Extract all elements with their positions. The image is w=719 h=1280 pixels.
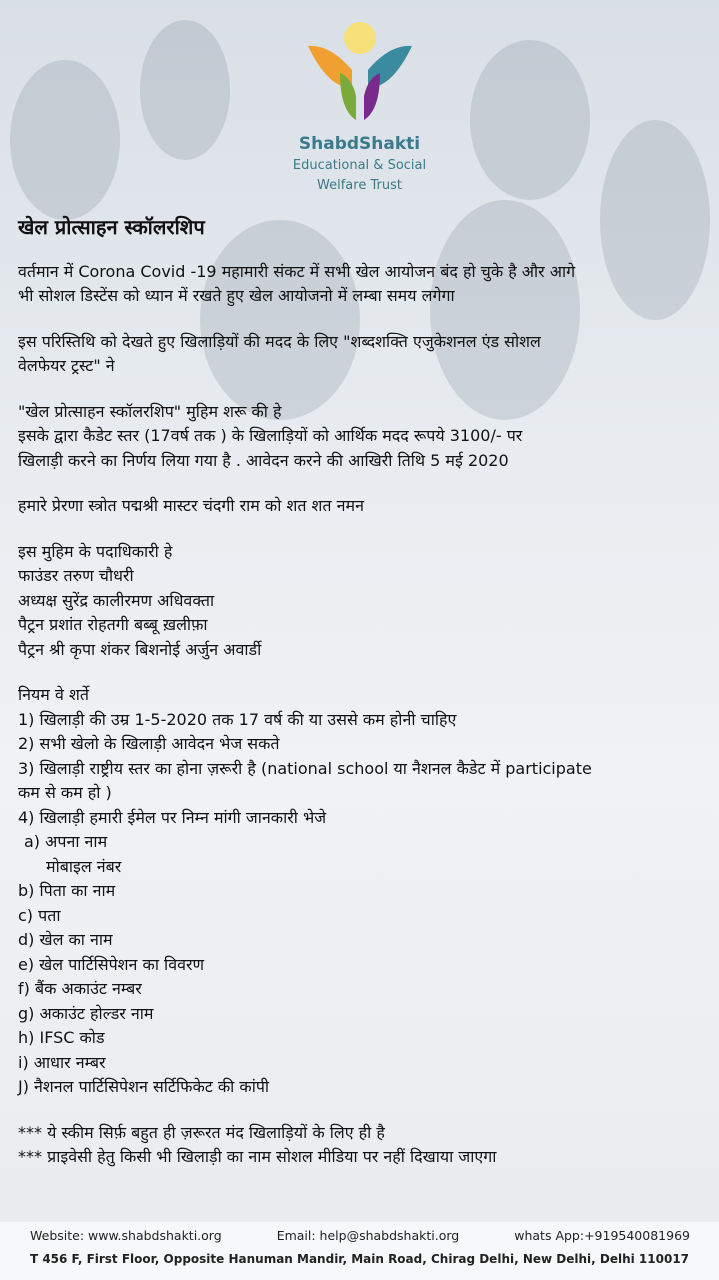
rule-subitem: मोबाइल नंबर — [46, 856, 122, 876]
official-item: पैट्रन श्री कृपा शंकर बिशनोई अर्जुन अवार्डी — [18, 639, 262, 659]
text-line: इसके द्वारा कैडेट स्तर (17वर्ष तक ) के खिलाड़ियों को आर्थिक मदद रूपये 3100/- पर — [18, 426, 523, 445]
notes-section — [18, 1121, 703, 1170]
officials-section — [18, 540, 703, 663]
official-item: अध्यक्ष सुरेंद्र कालीरमण अधिवक्ता — [18, 590, 215, 610]
page-title: खेल प्रोत्साहन स्कॉलरशिप — [18, 215, 205, 239]
text-line: भी सोशल डिस्टेंस को ध्यान में रखते हुए खेल आयोजनो में लम्बा समय लगेगा — [18, 286, 455, 305]
address-text: T 456 F, First Floor, Opposite Hanuman Mandir, Main Road, Chirag Delhi, New Delhi, Delhi 110017 — [29, 1252, 690, 1266]
officials-heading: इस मुहिम के पदाधिकारी हे — [18, 541, 173, 561]
text-line: वेलफेयर ट्रस्ट" ने — [18, 356, 115, 375]
text-line: इस परिस्तिथि को देखते हुए खिलाड़ियों की मदद के लिए "शब्दशक्ति एजुकेशनल एंड सोशल — [18, 331, 541, 351]
official-item: पैट्रन प्रशांत रोहतगी बब्बू ख़लीफ़ा — [18, 615, 208, 634]
contact-footer — [0, 1222, 719, 1280]
text-line: वर्तमान में Corona Covid -19 महामारी संकट में सभी खेल आयोजन बंद हो चुके है और आगे — [18, 261, 576, 281]
contact-row — [30, 1228, 690, 1243]
rule-subitem: b) पिता का नाम — [18, 881, 116, 900]
rule-subitem: g) अकाउंट होल्डर नाम — [18, 1003, 154, 1023]
rule-item: 3) खिलाड़ी राष्ट्रीय स्तर का होना ज़रूरी है (national school या नैशनल कैडेट में participate — [18, 758, 592, 778]
email-link[interactable]: Email: help@shabdshakti.org — [276, 1228, 460, 1243]
rule-subitem: d) खेल का नाम — [18, 930, 113, 949]
rule-subitem: h) IFSC कोड — [18, 1028, 105, 1047]
brand-subtitle: Educational & Social — [292, 158, 427, 173]
rule-item: 1) खिलाड़ी की उम्र 1-5-2020 तक 17 वर्ष की या उससे कम होनी चाहिए — [18, 709, 457, 729]
background-athlete — [470, 40, 590, 200]
rules-section — [18, 683, 703, 1100]
intro-paragraph — [18, 260, 703, 309]
official-item: फाउंडर तरुण चौधरी — [18, 566, 134, 585]
whatsapp-link[interactable]: whats App:+919540081969 — [514, 1228, 690, 1243]
rules-heading: नियम वे शर्ते — [18, 685, 89, 704]
tribute-paragraph — [18, 494, 703, 519]
text-line: हमारे प्रेरणा स्त्रोत पद्मश्री मास्टर चंदगी राम को शत शत नमन — [18, 496, 364, 515]
rule-subitem: f) बैंक अकाउंट नम्बर — [18, 979, 142, 998]
trust-paragraph — [18, 330, 703, 379]
rule-subitem: e) खेल पार्टिसिपेशन का विवरण — [18, 954, 205, 974]
rule-subitem: J) नैशनल पार्टिसिपेशन सर्टिफिकेट की कांपी — [18, 1077, 270, 1096]
brand-name: ShabdShakti — [298, 134, 421, 154]
rule-subitem: a) अपना नाम — [24, 832, 108, 851]
text-line: "खेल प्रोत्साहन स्कॉलरशिप" मुहिम शरू की हे — [18, 401, 282, 421]
shabdshakti-logo-icon — [300, 18, 420, 138]
note-item: *** प्राइवेसी हेतु किसी भी खिलाड़ी का नाम सोशल मीडिया पर नहीं दिखाया जाएगा — [18, 1147, 497, 1166]
scholarship-notice — [18, 215, 703, 1191]
rule-item: 4) खिलाड़ी हमारी ईमेल पर निम्न मांगी जानकारी भेजे — [18, 807, 327, 827]
website-link[interactable]: Website: www.shabdshakti.org — [30, 1228, 222, 1243]
text-line: खिलाड़ी करने का निर्णय लिया गया है . आवेदन करने की आखिरी तिथि 5 मई 2020 — [18, 450, 509, 470]
scheme-paragraph — [18, 400, 703, 474]
rule-subitem: c) पता — [18, 905, 61, 925]
rule-item: 2) सभी खेलो के खिलाड़ी आवेदन भेज सकते — [18, 734, 280, 753]
rule-subitem: i) आधार नम्बर — [18, 1052, 106, 1072]
brand-subtitle: Welfare Trust — [317, 178, 402, 193]
rule-item: कम से कम हो ) — [18, 783, 112, 802]
note-item: *** ये स्कीम सिर्फ़ बहुत ही ज़रूरत मंद खिलाड़ियों के लिए ही है — [18, 1122, 385, 1142]
